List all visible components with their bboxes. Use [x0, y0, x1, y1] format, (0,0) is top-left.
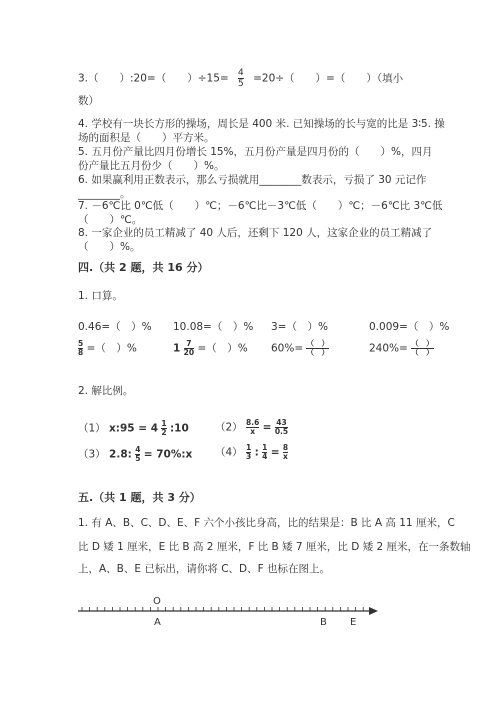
fraction-denominator: 4	[262, 452, 268, 461]
origin-label: O	[153, 596, 161, 607]
proportion-right: :10	[169, 422, 189, 435]
q3-part1: 3.（ ）:20=（ ）÷15=	[78, 72, 229, 85]
fraction	[135, 446, 140, 463]
oral-calc-rest: =（ ）%	[197, 342, 248, 355]
proportion-left: x:95 = 4	[109, 422, 159, 435]
fraction	[262, 444, 267, 461]
section-5-title: 五.（共 1 题，共 3 分）	[78, 491, 201, 504]
mixed-whole: 1	[173, 342, 181, 355]
fraction	[306, 340, 329, 357]
proportion-right: = 70%:x	[143, 448, 193, 461]
fraction-numerator: 4	[135, 445, 141, 454]
fraction-denominator: 20	[183, 348, 195, 357]
proportion-left: 2.8:	[109, 448, 132, 461]
question-4-line1: 4. 学校有一块长方形的操场，周长是 400 米. 已知操场的长与宽的比是 3∶5. 操	[78, 118, 445, 130]
number-line	[0, 590, 500, 630]
oral-calc-item: 0.46=（ ）%	[78, 321, 152, 333]
point-label-b: B	[320, 617, 327, 628]
fraction-numerator: 1	[246, 443, 252, 452]
arrow-head-icon	[369, 607, 378, 615]
fraction-numerator: 1	[161, 419, 167, 428]
problem-label: （4）	[215, 446, 243, 459]
problem-label: （3）	[78, 448, 106, 461]
colon: :	[254, 446, 259, 459]
problem-label: （2）	[215, 421, 243, 434]
oral-calc-item	[369, 340, 434, 357]
fraction-denominator: （ ）	[306, 348, 329, 357]
fraction	[411, 340, 434, 357]
fraction	[184, 340, 194, 357]
fraction-denominator: 0.5	[274, 427, 289, 436]
fraction	[246, 444, 251, 461]
fraction-denominator: x	[283, 452, 288, 461]
section-5-line2: 比 D 矮 1 厘米，E 比 B 高 2 厘米，F 比 B 矮 7 厘米，比 D 矮 2 厘米，在一条数轴	[78, 541, 471, 553]
fraction-numerator: 4	[238, 68, 244, 78]
proportion-1	[78, 420, 189, 437]
oral-calc-item	[173, 340, 248, 357]
equals-sign: =	[262, 421, 272, 434]
fraction-numerator: （ ）	[411, 339, 434, 348]
question-3-line1	[78, 68, 403, 89]
point-label-a: A	[154, 617, 161, 628]
section-5-line3: 上，A、B、E 已标出，请你将 C、D、F 也标在图上。	[78, 563, 330, 575]
question-8-line1: 8. 一家企业的员工精减了 40 人后，还剩下 120 人，这家企业的员工精减了	[78, 227, 433, 239]
fraction	[78, 340, 83, 357]
fraction	[275, 419, 288, 436]
fraction-denominator: 3	[246, 452, 252, 461]
question-5-line2: 份产量比五月份少（ ）%。	[78, 160, 225, 172]
fraction-denominator: x	[250, 427, 256, 436]
q3-fraction	[238, 68, 244, 89]
fraction-numerator: 5	[78, 339, 84, 348]
oral-calc-left: 240%=	[369, 342, 408, 355]
fraction-denominator: 8	[78, 348, 84, 357]
fraction-numerator: 7	[186, 339, 192, 348]
solve-proportion-label: 2. 解比例。	[78, 385, 134, 397]
section-4-title: 四.（共 2 题，共 16 分）	[78, 261, 209, 274]
oral-calc-label: 1. 口算。	[78, 290, 123, 302]
fraction-numerator: 8	[282, 443, 289, 452]
fraction-numerator: 1	[262, 443, 268, 452]
question-5-line1: 5. 五月份产量比四月份增长 15%，五月份产量是四月份的（ ）%，四月	[78, 146, 433, 158]
question-8-line2: （ ）%。	[78, 241, 141, 253]
oral-calc-left: 60%=	[271, 342, 304, 355]
equals-sign: =	[270, 446, 280, 459]
oral-calc-rest: =（ ）%	[86, 342, 137, 355]
fraction-denominator: 5	[238, 79, 244, 89]
proportion-2	[215, 419, 288, 436]
fraction	[246, 419, 259, 436]
oral-calc-item: 10.08=（ ）%	[173, 321, 254, 333]
fraction	[161, 420, 166, 437]
question-4-line2: 场的面积是（ ）平方米。	[78, 132, 215, 144]
fraction-numerator: （ ）	[306, 339, 329, 348]
proportion-4	[215, 444, 288, 461]
question-7-line1: 7. －6℃比 0℃低（ ）℃；－6℃比－3℃低（ ）℃；－6℃比 3℃低	[78, 200, 443, 212]
fraction-denominator: 2	[161, 428, 167, 437]
section-5-line1: 1. 有 A、B、C、D、E、F 六个小孩比身高，比的结果是：B 比 A 高 11 厘米，C	[78, 517, 455, 529]
question-7-line2: （ ）℃。	[78, 214, 143, 226]
fraction-numerator: 8.6	[246, 418, 260, 427]
question-6-line1: 6. 如果赢利用正数表示，那么亏损就用________数表示，亏损了 30 元记作	[78, 174, 427, 186]
point-label-e: E	[350, 617, 357, 628]
question-6-line2: ________。	[78, 188, 131, 200]
oral-calc-item	[78, 340, 137, 357]
proportion-3	[78, 446, 192, 463]
question-3-line2: 数）	[78, 95, 99, 107]
oral-calc-item: 0.009=（ ）%	[369, 321, 450, 333]
oral-calc-item	[271, 340, 329, 357]
fraction-numerator: 43	[276, 418, 287, 427]
problem-label: （1）	[78, 422, 106, 435]
fraction-denominator: （ ）	[411, 348, 434, 357]
oral-calc-item: 3=（ ）%	[271, 321, 328, 333]
q3-part2: =20÷（ ）=（ ）（填小	[253, 72, 404, 85]
fraction	[283, 444, 288, 461]
fraction-denominator: 5	[135, 454, 141, 463]
